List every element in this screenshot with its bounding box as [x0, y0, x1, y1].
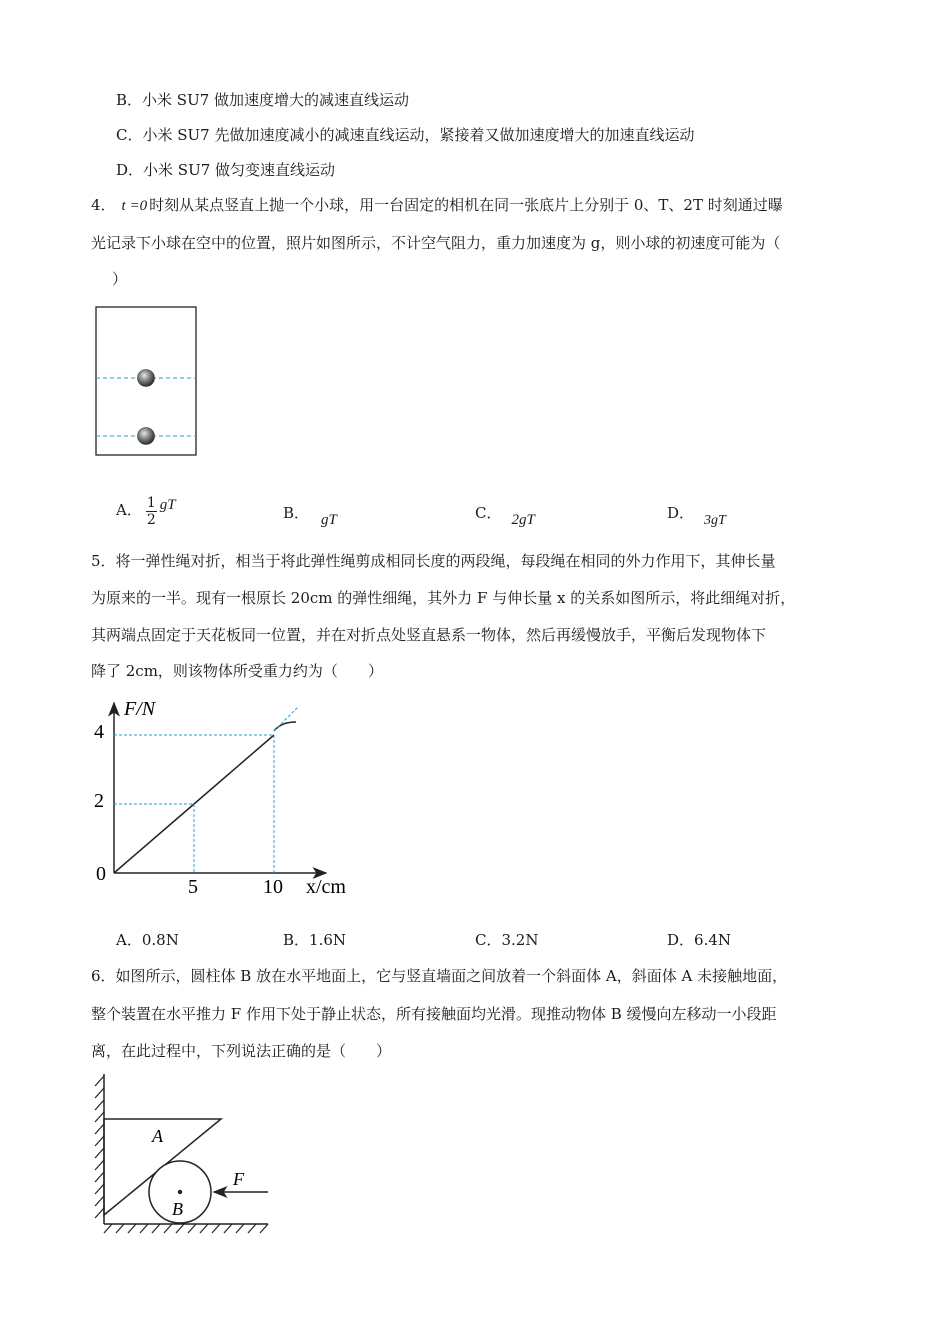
q4-option-a-fraction — [146, 495, 157, 528]
q4-stem-line1 — [91, 195, 783, 216]
y-axis-label: F/N — [124, 698, 156, 720]
q4-option-c-label: C． — [475, 504, 502, 522]
q4-option-c — [475, 503, 535, 528]
q3-option-d: D．小米 SU7 做匀变速直线运动 — [116, 161, 336, 179]
q3-option-c: C．小米 SU7 先做加速度减小的减速直线运动，紧接着又做加速度增大的加速直线运动 — [116, 126, 695, 144]
cylinder-center — [178, 1190, 182, 1194]
q4-option-c-expr: 2gT — [511, 512, 535, 528]
q4-option-a-expr: gT — [159, 497, 176, 513]
q4-stem-line3: ） — [112, 270, 128, 288]
label-b: B — [172, 1199, 183, 1219]
q5-stem-line1: 5．将一弹性绳对折，相当于将此弹性绳剪成相同长度的两段绳，每段绳在相同的外力作用下，其伸长量 — [91, 552, 776, 570]
x-tick-5: 5 — [188, 876, 198, 898]
q5-option-b: B．1.6N — [283, 931, 347, 949]
q5-stem-line2: 为原来的一半。现有一根原长 20cm 的弹性细绳，其外力 F 与伸长量 x 的关系如图所示，将此细绳对折， — [91, 589, 796, 607]
q4-number: 4． — [91, 196, 116, 214]
x-axis-label: x/cm — [306, 876, 346, 898]
wall-hatching — [95, 1076, 104, 1218]
q4-option-b-label: B． — [283, 504, 310, 522]
x-tick-10: 10 — [263, 876, 283, 898]
q4-option-d-expr: 3gT — [704, 513, 726, 528]
label-a: A — [152, 1126, 163, 1146]
q5-stem-line3: 其两端点固定于天花板同一位置，并在对折点处竖直悬系一物体，然后再缓慢放手，平衡后发现物体下 — [91, 626, 767, 644]
q3-option-b: B．小米 SU7 做加速度增大的减速直线运动 — [116, 91, 410, 109]
q4-option-b — [283, 503, 337, 528]
q4-option-a — [116, 488, 176, 532]
q5-option-c: C．3.2N — [475, 931, 539, 949]
q4-stem-line2: 光记录下小球在空中的位置，照片如图所示，不计空气阻力，重力加速度为 g，则小球的初速度可能为（ — [91, 234, 781, 252]
q4-option-a-label: A． — [116, 501, 142, 519]
ground-hatching — [104, 1224, 268, 1233]
q6-wedge-cylinder-figure — [90, 1072, 280, 1242]
label-f: F — [233, 1169, 244, 1189]
ball-lower — [138, 428, 155, 445]
y-tick-2: 2 — [94, 790, 104, 812]
q4-option-d — [667, 503, 726, 528]
q4-photo-figure — [93, 306, 203, 458]
origin-label: 0 — [96, 863, 106, 885]
q5-option-d: D．6.4N — [667, 931, 732, 949]
fraction-numerator: 1 — [146, 494, 156, 511]
dotted-extension — [274, 707, 298, 731]
q6-stem-line1: 6．如图所示，圆柱体 B 放在水平地面上，它与竖直墙面之间放着一个斜面体 A，斜面体 A 未接触地面， — [91, 967, 788, 985]
q4-option-d-label: D． — [667, 504, 695, 522]
q6-stem-line3: 离，在此过程中，下列说法正确的是（ ） — [91, 1042, 392, 1060]
q5-option-a: A．0.8N — [116, 931, 179, 949]
q6-stem-line2: 整个装置在水平推力 F 作用下处于静止状态，所有接触面均光滑。现推动物体 B 缓慢向左移动一小段距 — [91, 1005, 777, 1023]
fraction-denominator: 2 — [146, 511, 156, 528]
y-tick-4: 4 — [94, 721, 104, 743]
q4-t0: t =0 — [121, 198, 148, 214]
q5-fx-chart — [88, 693, 358, 898]
curve-saturation — [274, 722, 296, 731]
q4-option-b-expr: gT — [321, 512, 337, 528]
q4-line1-text: 时刻从某点竖直上抛一个小球，用一台固定的相机在同一张底片上分别于 0、T、2T 时刻通过曝 — [149, 196, 783, 214]
ball-upper — [138, 370, 155, 387]
q5-stem-line4: 降了 2cm，则该物体所受重力约为（ ） — [91, 662, 383, 680]
